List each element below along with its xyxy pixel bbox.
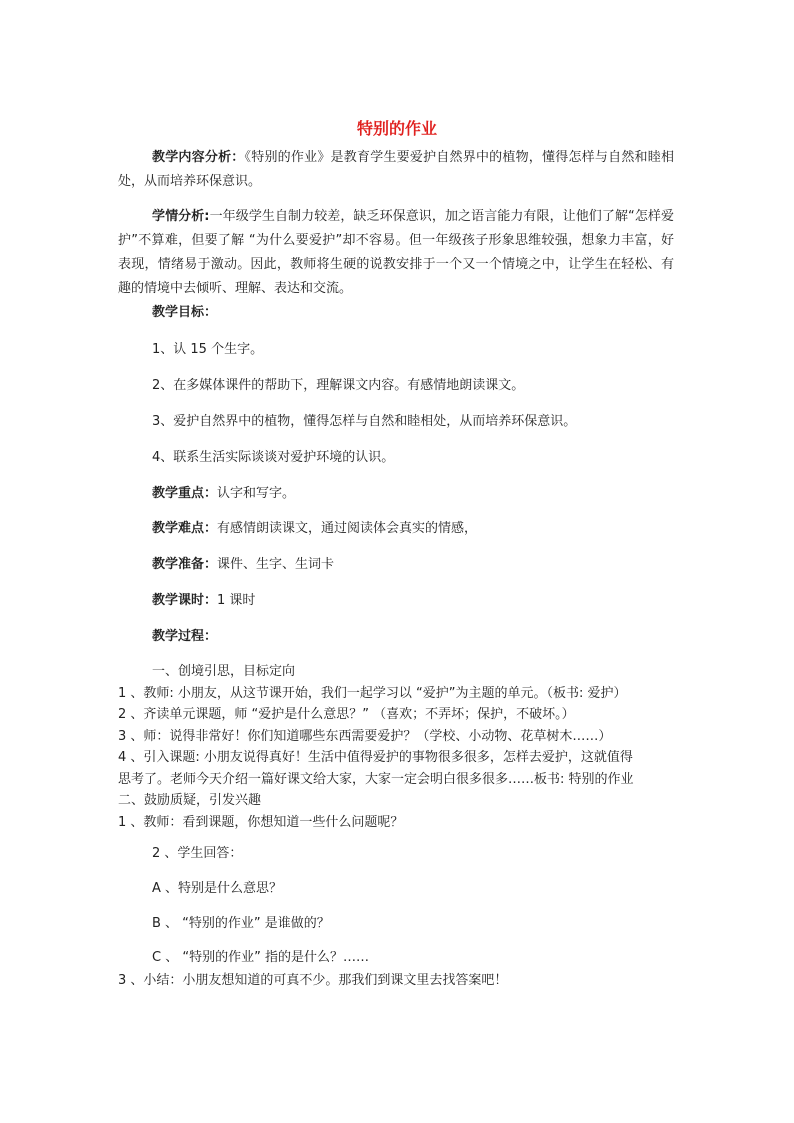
summary-line: 3 、小结：小朋友想知道的可真不少。那我们到课文里去找答案吧！ bbox=[118, 973, 508, 988]
difficulties-text: 有感情朗读课文，通过阅读体会真实的情感， bbox=[217, 521, 478, 536]
process-line: 2 、齐读单元课题，师 “爱护是什么意思？” （喜欢；不弄坏；保护，不破坏。） bbox=[118, 707, 575, 722]
section-heading: 一、创境引思，目标定向 bbox=[152, 664, 296, 679]
key-points-text: 认字和写字。 bbox=[217, 486, 296, 501]
process-section-1 bbox=[118, 661, 680, 833]
class-hours-label: 教学课时： bbox=[152, 593, 218, 608]
process-line: 思考了。老师今天介绍一篇好课文给大家，大家一定会明白很多很多……板书: 特别的作业 bbox=[118, 771, 634, 787]
difficulties-line bbox=[118, 517, 714, 541]
question-item: A 、特别是什么意思？ bbox=[152, 881, 283, 896]
student-analysis-paragraph bbox=[118, 205, 674, 301]
question-item: B 、 “特别的作业” 是谁做的？ bbox=[152, 916, 330, 931]
process-heading: 教学过程： bbox=[152, 629, 218, 644]
objective-item: 4、联系生活实际谈谈对爱护环境的认识。 bbox=[152, 450, 395, 465]
student-analysis-text: 一年级学生自制力较差，缺乏环保意识，加之语言能力有限，让他们了解“怎样爱护”不算难，但要了解 “为什么要爱护”却不容易。但一年级孩子形象思维较强，想象力丰富，好表现，情绪易于激动。因此，教师将生硬的说教安排于一个又一个情境之中，让学生在轻松、有趣的情境中去倾听、理解、表达和交流。 bbox=[118, 209, 674, 296]
objective-item: 1、认 15 个生字。 bbox=[152, 342, 264, 357]
objectives-heading: 教学目标： bbox=[152, 305, 218, 320]
student-answer-line: 2 、学生回答： bbox=[152, 846, 243, 861]
key-points-label: 教学重点： bbox=[152, 486, 218, 501]
objective-item: 3、爱护自然界中的植物，懂得怎样与自然和睦相处，从而培养环保意识。 bbox=[152, 414, 577, 429]
question-item: C 、 “特别的作业” 指的是什么？…… bbox=[152, 950, 369, 965]
content-analysis-text: 《特别的作业》是教育学生要爱护自然界中的植物，懂得怎样与自然和睦相处，从而培养环保意识。 bbox=[118, 150, 674, 189]
process-line: 1 、教师：看到课题，你想知道一些什么问题呢？ bbox=[118, 814, 404, 830]
class-hours-text: 1 课时 bbox=[217, 593, 256, 608]
preparation-text: 课件、生字、生词卡 bbox=[217, 557, 335, 572]
process-line: 1 、教师: 小朋友，从这节课开始，我们一起学习以 “爱护”为主题的单元。（板书: 爱护） bbox=[118, 685, 627, 701]
content-analysis-label: 教学内容分析： bbox=[152, 150, 245, 165]
student-analysis-label: 学情分析: bbox=[152, 209, 210, 224]
preparation-line bbox=[118, 553, 714, 577]
process-line: 4 、引入课题: 小朋友说得真好！生活中值得爱护的事物很多很多，怎样去爱护，这就值得 bbox=[118, 750, 633, 765]
key-points-line bbox=[118, 482, 714, 506]
objective-item: 2、在多媒体课件的帮助下，理解课文内容。有感情地朗读课文。 bbox=[152, 378, 525, 393]
difficulties-label: 教学难点： bbox=[152, 521, 218, 536]
section-heading: 二、鼓励质疑，引发兴趣 bbox=[118, 793, 262, 808]
content-analysis-paragraph bbox=[118, 146, 674, 194]
preparation-label: 教学准备： bbox=[152, 557, 218, 572]
document-title: 特别的作业 bbox=[356, 119, 437, 138]
class-hours-line bbox=[118, 589, 714, 613]
process-line: 3 、师：说得非常好！你们知道哪些东西需要爱护？（学校、小动物、花草树木……） bbox=[118, 728, 612, 744]
